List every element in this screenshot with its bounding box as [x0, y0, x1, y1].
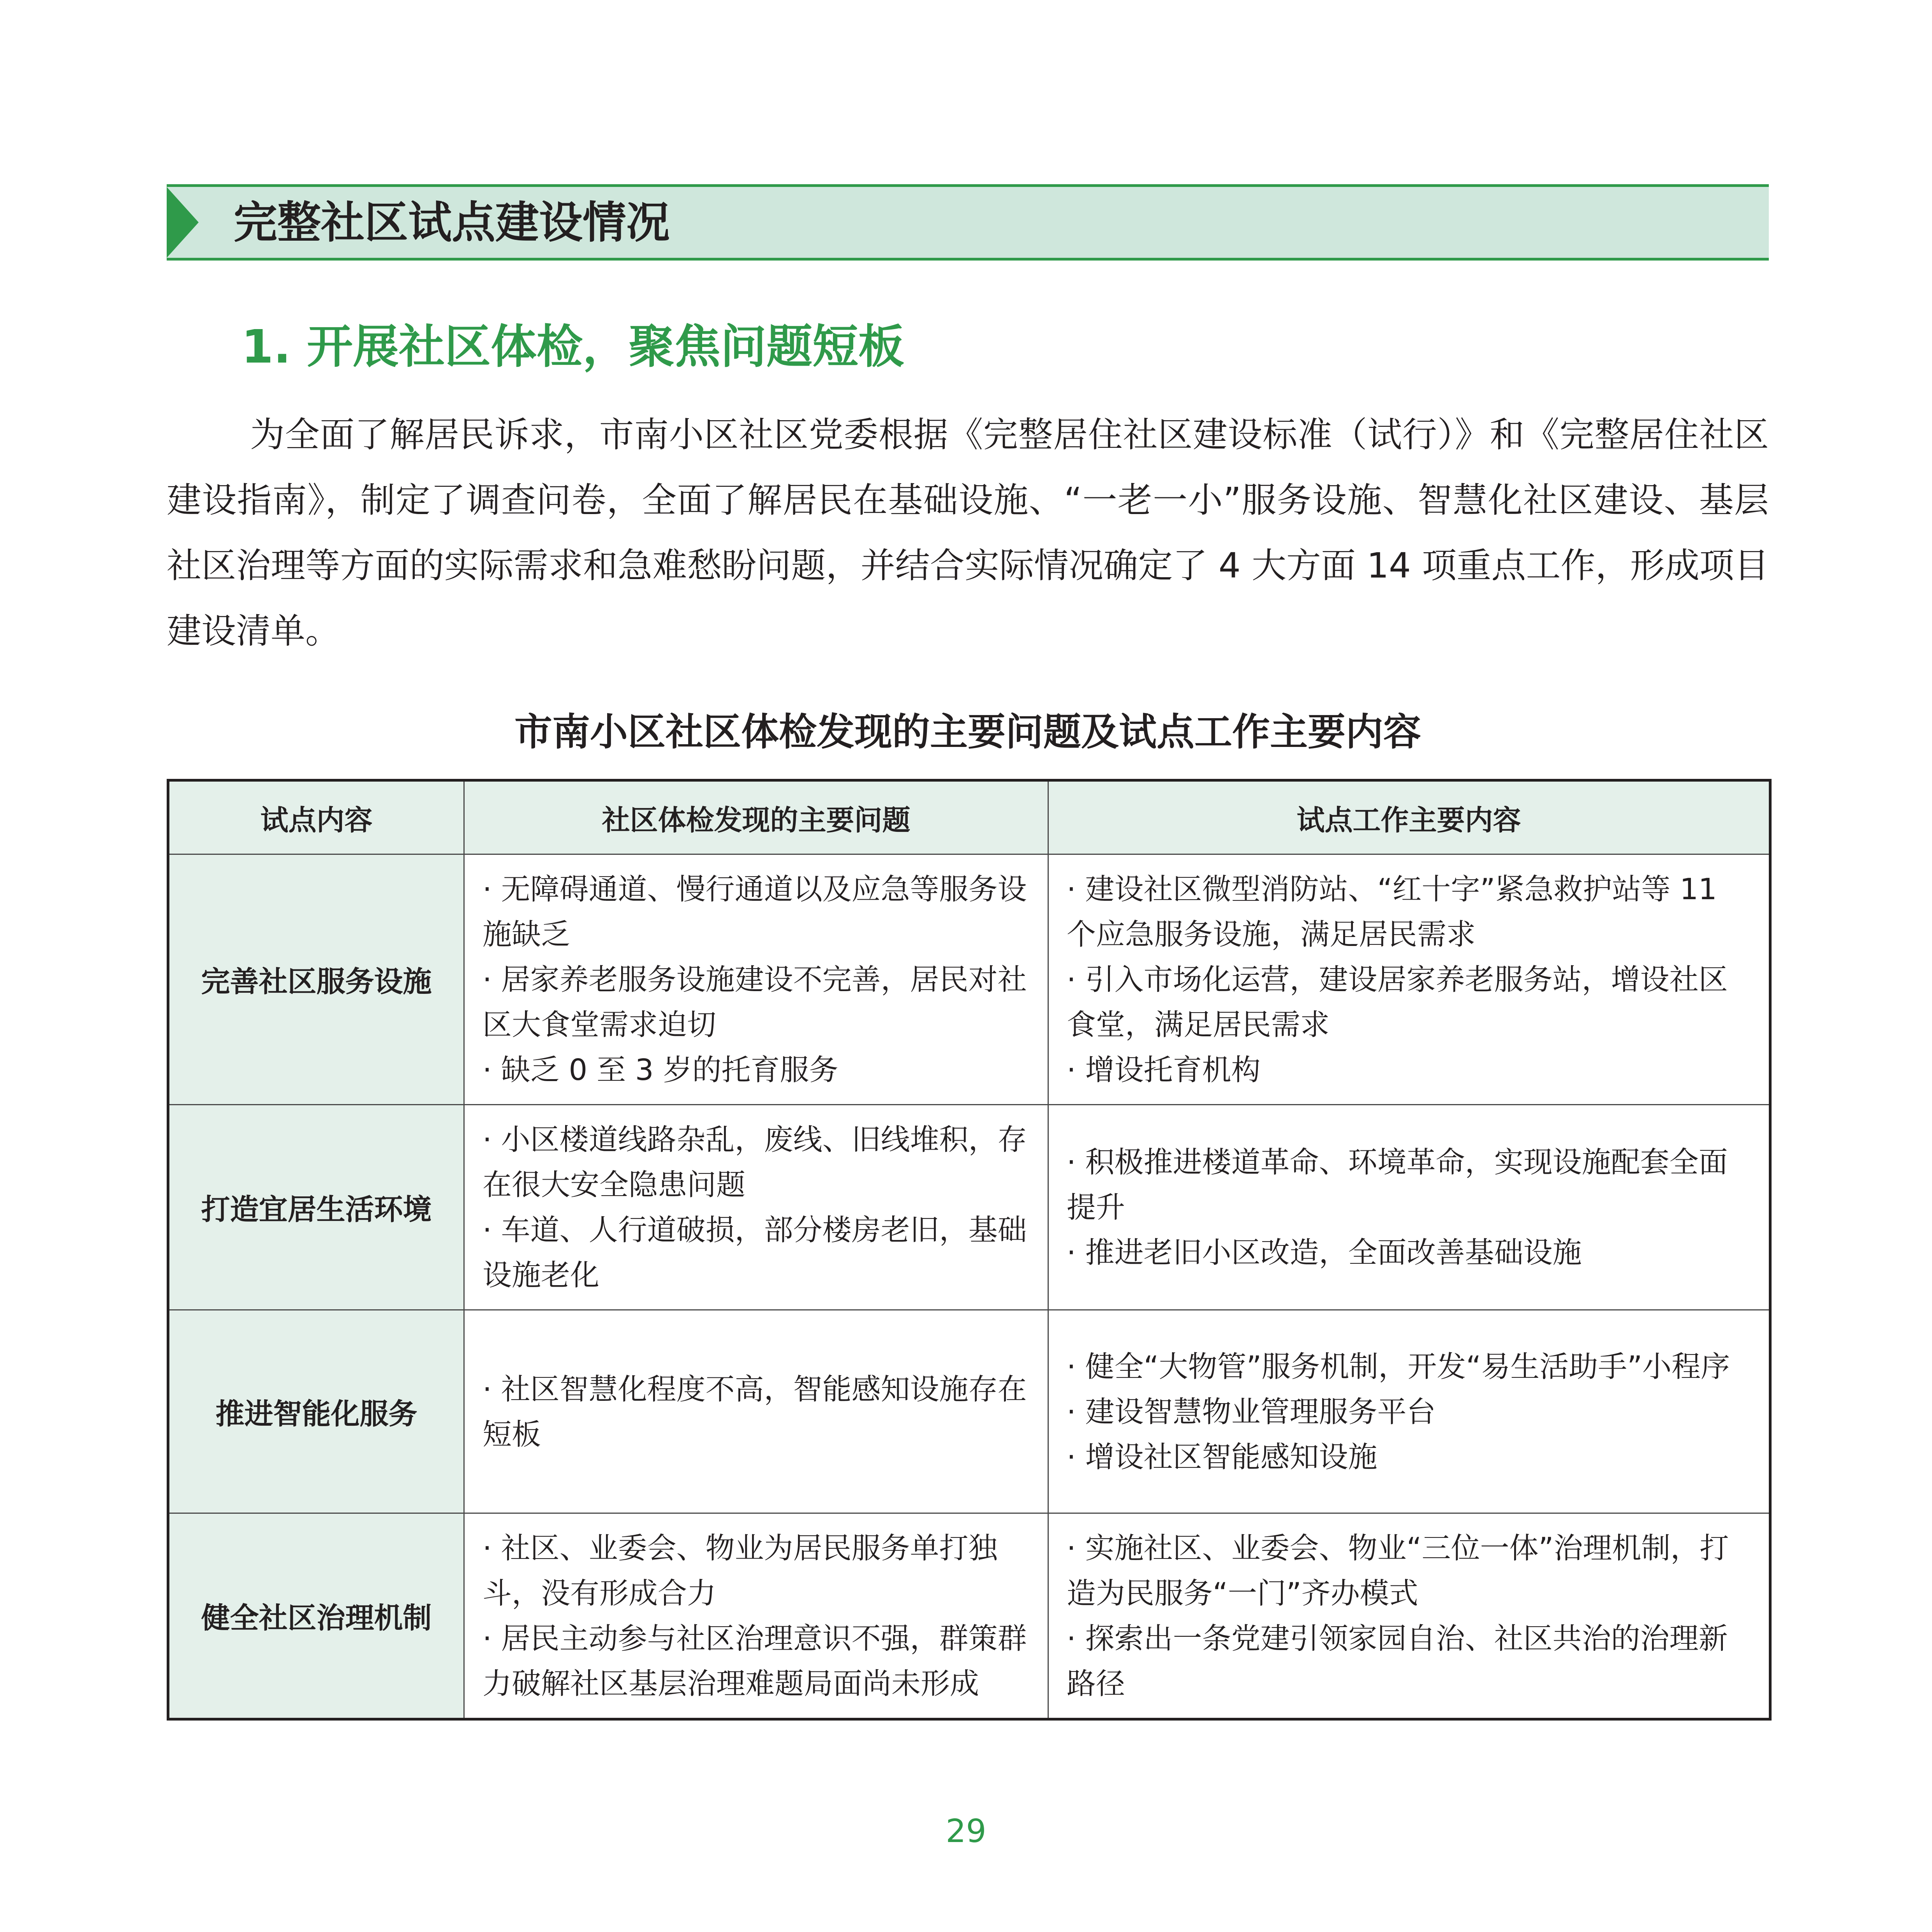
list-item: · 居家养老服务设施建设不完善，居民对社区大食堂需求迫切 — [483, 962, 1027, 1042]
list-item: · 无障碍通道、慢行通道以及应急等服务设施缺乏 — [483, 872, 1027, 951]
row-problems — [464, 854, 1048, 1105]
list-item: · 建设智慧物业管理服务平台 — [1067, 1394, 1436, 1429]
section-title: 完整社区试点建设情况 — [234, 197, 670, 248]
list-item: · 小区楼道线路杂乱，废线、旧线堆积，存在很大安全隐患问题 — [483, 1122, 1027, 1202]
row-problems — [464, 1105, 1048, 1310]
page-number: 29 — [946, 1813, 986, 1850]
list-item: · 健全“大物管”服务机制，开发“易生活助手”小程序 — [1067, 1349, 1730, 1384]
row-work — [1048, 854, 1770, 1105]
table-row — [168, 854, 1770, 1105]
table-row — [168, 1513, 1770, 1719]
header-work: 试点工作主要内容 — [1048, 780, 1770, 854]
list-item: · 引入市场化运营，建设居家养老服务站，增设社区食堂，满足居民需求 — [1067, 962, 1728, 1042]
row-name: 推进智能化服务 — [168, 1310, 464, 1513]
table-row — [168, 1105, 1770, 1310]
list-item: · 缺乏 0 至 3 岁的托育服务 — [483, 1053, 838, 1087]
subheading: 1. 开展社区体检，聚焦问题短板 — [241, 320, 905, 373]
list-item: · 积极推进楼道革命、环境革命，实现设施配套全面提升 — [1067, 1145, 1728, 1224]
banner-arrow-icon — [167, 187, 199, 258]
row-name: 完善社区服务设施 — [168, 854, 464, 1105]
list-item: · 建设社区微型消防站、“红十字”紧急救护站等 11 个应急服务设施，满足居民需求 — [1067, 872, 1717, 951]
row-name: 健全社区治理机制 — [168, 1513, 464, 1719]
table-header-row — [168, 780, 1770, 854]
row-work — [1048, 1513, 1770, 1719]
list-item: · 实施社区、业委会、物业“三位一体”治理机制，打造为民服务“一门”齐办模式 — [1067, 1531, 1729, 1610]
list-item: · 增设托育机构 — [1067, 1053, 1261, 1087]
list-item: · 车道、人行道破损，部分楼房老旧，基础设施老化 — [483, 1213, 1027, 1292]
row-name: 打造宜居生活环境 — [168, 1105, 464, 1310]
list-item: · 探索出一条党建引领家园自治、社区共治的治理新路径 — [1067, 1621, 1728, 1701]
header-pilot-content: 试点内容 — [168, 780, 464, 854]
row-problems — [464, 1513, 1048, 1719]
pilot-table — [167, 779, 1772, 1721]
list-item: · 社区智慧化程度不高，智能感知设施存在短板 — [483, 1372, 1027, 1451]
row-work — [1048, 1310, 1770, 1513]
section-banner — [167, 184, 1769, 261]
header-problems: 社区体检发现的主要问题 — [464, 780, 1048, 854]
row-work — [1048, 1105, 1770, 1310]
table-row — [168, 1310, 1770, 1513]
list-item: · 社区、业委会、物业为居民服务单打独斗，没有形成合力 — [483, 1531, 998, 1610]
list-item: · 增设社区智能感知设施 — [1067, 1439, 1377, 1474]
intro-paragraph: 为全面了解居民诉求，市南小区社区党委根据《完整居住社区建设标准（试行）》和《完整居住社区建设指南》，制定了调查问卷，全面了解居民在基础设施、“一老一小”服务设施、智慧化社区建设、基层社区治理等方面的实际需求和急难愁盼问题，并结合实际情况确定了 4 大方面 14 项重点工作，形成项目建设清单。 — [167, 414, 1769, 651]
row-problems — [464, 1310, 1048, 1513]
table-title: 市南小区社区体检发现的主要问题及试点工作主要内容 — [514, 710, 1421, 754]
list-item: · 居民主动参与社区治理意识不强，群策群力破解社区基层治理难题局面尚未形成 — [483, 1621, 1027, 1701]
list-item: · 推进老旧小区改造，全面改善基础设施 — [1067, 1235, 1582, 1270]
